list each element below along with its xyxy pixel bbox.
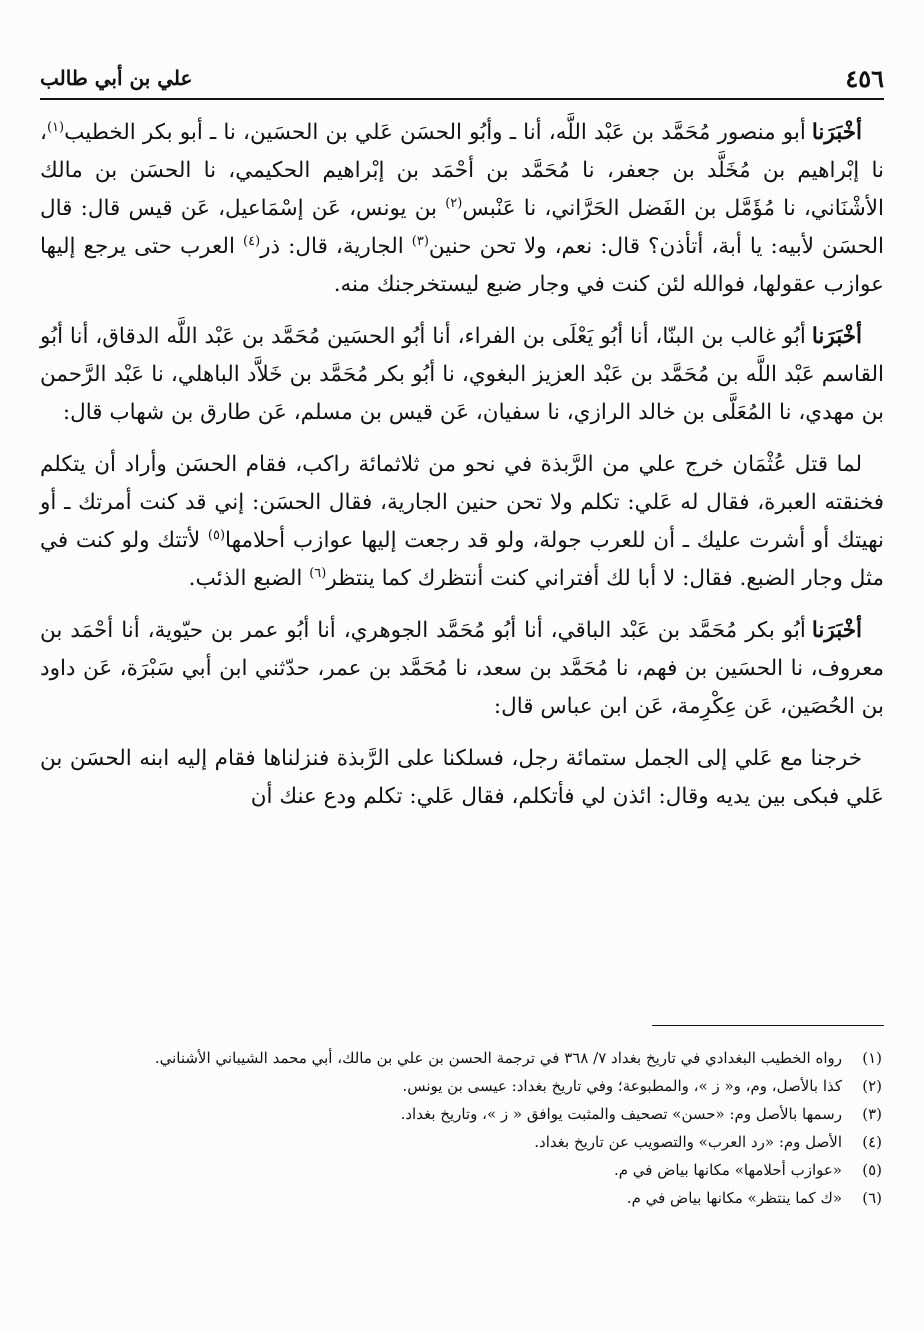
hadith-paragraph-1 xyxy=(40,114,884,304)
footnote-text: رواه الخطيب البغدادي في تاريخ بغداد ٧/ ٣٦٨ في ترجمة الحسن بن علي بن مالك، أبي محمد الشيباني الأشناني. xyxy=(154,1049,842,1067)
footnote-text: رسمها بالأصل وم: «حسن» تصحيف والمثبت يوافق « ز »، وتاريخ بغداد. xyxy=(400,1105,842,1123)
hadith-paragraph-3 xyxy=(40,612,884,726)
footnote-6 xyxy=(40,1186,884,1211)
chain-lead-word: أخْبَرَنا xyxy=(811,324,862,349)
footnote-1 xyxy=(40,1046,884,1071)
footnote-number: (٢) xyxy=(862,1077,882,1095)
footnote-number: (٣) xyxy=(862,1105,882,1123)
footnote-number: (٥) xyxy=(862,1161,882,1179)
main-text xyxy=(40,114,884,830)
page-header xyxy=(40,62,884,100)
text-segment: أبُو بكر مُحَمَّد بن عَبْد الباقي، أنا أبُو مُحَمَّد الجوهري، أنا أبُو عمر بن حيّوية، أنا أحْمَد بن معروف، نا الحسَين بن فهم، نا مُحَمَّد بن سعد، نا مُحَمَّد بن عمر، حدّثني ابن أبي سَبْرَة، عَن داود بن الحُصَين، عَن عِكْرِمة، عَن ابن عباس قال: xyxy=(40,618,884,719)
text-segment: لأتتك ولو كنت في مثل وجار الضبع. فقال: لا أبا لك أفتراني كنت أنتظرك كما ينتظر xyxy=(40,528,884,591)
footnote-4 xyxy=(40,1130,884,1155)
footnote-text: «عوازب أحلامها» مكانها بياض في م. xyxy=(613,1161,842,1179)
text-segment: الجارية، قال: ذر xyxy=(260,234,412,259)
text-segment: الضبع الذئب. xyxy=(188,566,310,591)
text-segment: خرجنا مع عَلي إلى الجمل ستمائة رجل، فسلكنا على الرَّبذة فنزلناها فقام إليه ابنه الحسَن بن عَلي فبكى بين يديه وقال: ائذن لي فأتكلم، فقال عَلي: تكلم ودع عنك أن xyxy=(40,746,884,809)
footnote-number: (٦) xyxy=(862,1189,882,1207)
text-segment: أبُو غالب بن البنّا، أنا أبُو يَعْلَى بن الفراء، أنا أبُو الحسَين مُحَمَّد بن عَبْد اللَّه الدقاق، أنا أبُو القاسم عَبْد اللَّه بن مُحَمَّد بن عَبْد العزيز البغوي، نا أبُو بكر مُحَمَّد بن خَلاَّد الباهلي، نا عَبْد الرَّحمن بن مهدي، نا المُعَلَّى بن خالد الرازي، نا سفيان، عَن قيس بن مسلم، عَن طارق بن شهاب قال: xyxy=(40,324,884,425)
running-title: علي بن أبي طالب xyxy=(40,66,193,90)
text-segment: لما قتل عُثْمَان خرج علي من الرَّبذة في نحو من ثلاثمائة راكب، فقام الحسَن وأراد أن يتكلم فخنقته العبرة، فقال له عَلي: تكلم ولا تحن حنين الجارية، فقال الحسَن: إني قد كنت أمرتك ـ أو نهيتك أو أشرت عليك ـ أن للعرب جولة، ولو قد رجعت إليها عوازب أحلامها xyxy=(40,452,885,553)
text-segment: أبو منصور مُحَمَّد بن عَبْد اللَّه، أنا ـ وأبُو الحسَن عَلي بن الحسَين، نا ـ أبو بكر الخطيب xyxy=(64,120,806,145)
text-segment: بن يونس، عَن إسْمَاعيل، عَن قيس قال: قال الحسَن لأبيه: يا أبة، أتأذن؟ قال: نعم، ولا تحن حنين xyxy=(40,196,884,259)
footnote-text: «ك كما ينتظر» مكانها بياض في م. xyxy=(626,1189,842,1207)
footnote-text: الأصل وم: «رد العرب» والتصويب عن تاريخ بغداد. xyxy=(534,1133,842,1151)
footnote-2 xyxy=(40,1074,884,1099)
hadith-paragraph-2 xyxy=(40,318,884,432)
text-segment: ، نا إبْراهيم بن مُخَلَّد بن جعفر، نا مُحَمَّد بن أحْمَد بن إبْراهيم الحكيمي، نا الحسَن بن مالك الأشْنَاني، نا مُؤَمَّل بن الفَضل الحَرَّاني، نا عَنْبس xyxy=(40,120,884,221)
footnote-ref-3[interactable]: (٣) xyxy=(411,233,429,249)
footnote-5 xyxy=(40,1158,884,1183)
footnote-3 xyxy=(40,1102,884,1127)
footnote-ref-4[interactable]: (٤) xyxy=(243,233,261,249)
chain-lead-word: أخْبَرَنا xyxy=(811,618,862,643)
text-segment: العرب حتى يرجع إليها عوازب عقولها، فوالله لئن كنت في وجار ضبع ليستخرجنك منه. xyxy=(40,234,884,297)
footnote-text: كذا بالأصل، وم، و« ز »، والمطبوعة؛ وفي تاريخ بغداد: عيسى بن يونس. xyxy=(402,1077,842,1095)
footnote-ref-5[interactable]: (٥) xyxy=(207,527,226,543)
narration-paragraph-2 xyxy=(40,740,884,816)
footnote-separator xyxy=(652,1025,884,1026)
chain-lead-word: أخْبَرَنا xyxy=(811,120,862,145)
footnote-ref-6[interactable]: (٦) xyxy=(309,565,327,581)
narration-paragraph-1 xyxy=(40,446,884,598)
footnote-number: (١) xyxy=(862,1049,882,1067)
footnote-ref-1[interactable]: (١) xyxy=(46,119,65,135)
footnote-number: (٤) xyxy=(862,1133,882,1151)
footnotes xyxy=(40,1046,884,1214)
page-number: ٤٥٦ xyxy=(845,64,884,93)
footnote-ref-2[interactable]: (٢) xyxy=(445,195,463,211)
